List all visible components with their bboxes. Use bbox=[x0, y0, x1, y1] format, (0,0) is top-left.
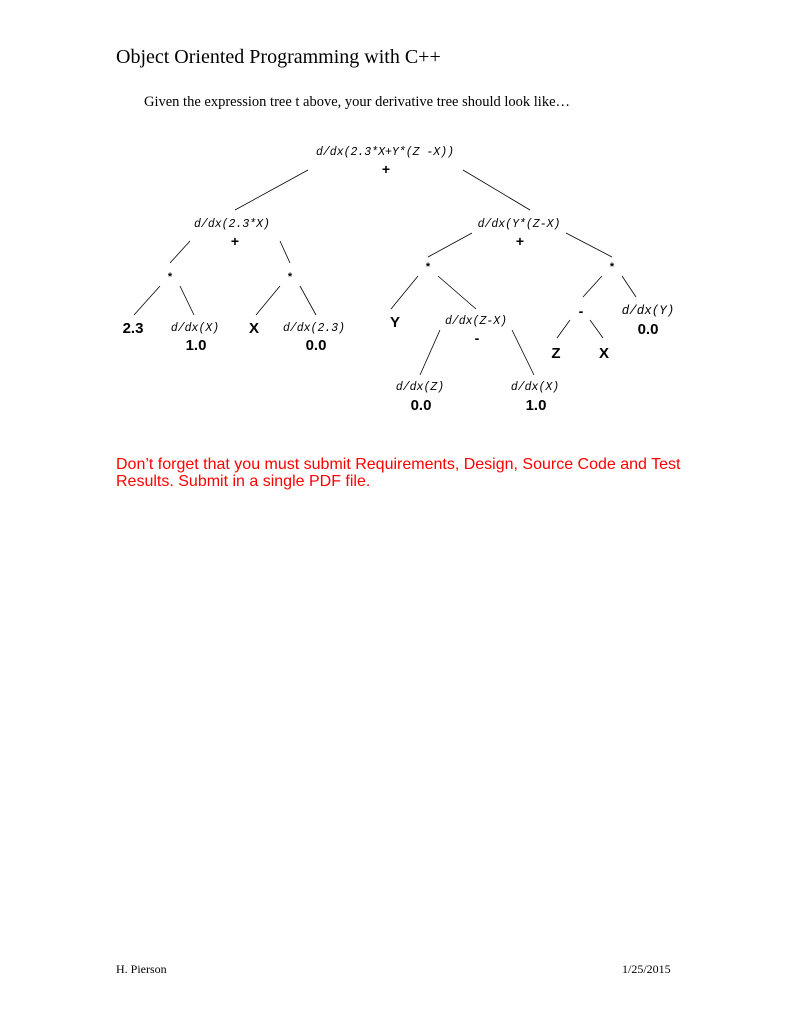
edge-minus-z bbox=[557, 320, 570, 338]
right-mul1-op: * bbox=[425, 261, 431, 273]
ddx-z-value: 0.0 bbox=[410, 397, 432, 414]
ddx-y-label: d/dx(Y) bbox=[621, 304, 675, 318]
derivative-tree-diagram bbox=[0, 0, 791, 440]
edge-ddxzx-ddxz bbox=[420, 330, 440, 375]
left-mul1-op: * bbox=[167, 271, 173, 283]
edge-mul2-x bbox=[256, 286, 280, 315]
root-op: + bbox=[381, 161, 391, 177]
edge-rmul1-ddxzx bbox=[438, 276, 476, 309]
footer-date: 1/25/2015 bbox=[622, 962, 671, 976]
ddx-y-value: 0.0 bbox=[637, 321, 659, 338]
edge-left-mul1 bbox=[170, 241, 190, 263]
ddx-zx-label: d/dx(Z-X) bbox=[444, 315, 508, 328]
edge-right-mul1 bbox=[428, 233, 472, 257]
edge-rmul2-ddxy bbox=[622, 276, 636, 297]
ddx-x2-value: 1.0 bbox=[525, 397, 547, 414]
right-label: d/dx(Y*(Z-X) bbox=[477, 218, 561, 231]
left-label: d/dx(2.3*X) bbox=[194, 218, 270, 231]
left-mul2-op: * bbox=[287, 271, 293, 283]
submission-note: Don’t forget that you must submit Requirements, Design, Source Code and Test Results. Submit in a single PDF file. bbox=[116, 456, 681, 490]
minus-op: - bbox=[578, 303, 584, 319]
leaf-z: Z bbox=[551, 345, 561, 362]
edge-left-mul2 bbox=[280, 241, 290, 263]
edge-right-mul2 bbox=[566, 233, 612, 257]
edge-minus-x bbox=[590, 320, 603, 338]
ddx-23-value: 0.0 bbox=[305, 337, 327, 354]
edge-root-right bbox=[463, 170, 530, 210]
ddx-23-label: d/dx(2.3) bbox=[282, 322, 346, 335]
intro-text: Given the expression tree t above, your derivative tree should look like… bbox=[144, 94, 571, 110]
edge-ddxzx-ddxx bbox=[512, 330, 534, 375]
edge-root-left bbox=[235, 170, 308, 210]
right-mul2-op: * bbox=[609, 261, 615, 273]
edge-mul2-ddx23 bbox=[300, 286, 316, 315]
leaf-x2: X bbox=[598, 345, 610, 362]
page-title: Object Oriented Programming with C++ bbox=[116, 46, 441, 68]
leaf-x: X bbox=[248, 320, 260, 337]
right-op: + bbox=[515, 233, 525, 249]
ddx-x-value: 1.0 bbox=[185, 337, 207, 354]
ddx-x2-label: d/dx(X) bbox=[510, 381, 560, 394]
ddx-zx-op: - bbox=[474, 330, 480, 346]
edge-rmul2-minus bbox=[583, 276, 602, 297]
ddx-z-label: d/dx(Z) bbox=[395, 381, 445, 394]
footer-author: H. Pierson bbox=[116, 962, 167, 976]
leaf-y: Y bbox=[389, 314, 401, 331]
edge-mul1-23 bbox=[134, 286, 160, 315]
edge-rmul1-y bbox=[391, 276, 418, 309]
root-label: d/dx(2.3*X+Y*(Z -X)) bbox=[315, 146, 455, 159]
ddx-x-label: d/dx(X) bbox=[170, 322, 220, 335]
left-op: + bbox=[230, 233, 240, 249]
edge-mul1-ddxx bbox=[180, 286, 194, 315]
leaf-23: 2.3 bbox=[122, 320, 144, 337]
